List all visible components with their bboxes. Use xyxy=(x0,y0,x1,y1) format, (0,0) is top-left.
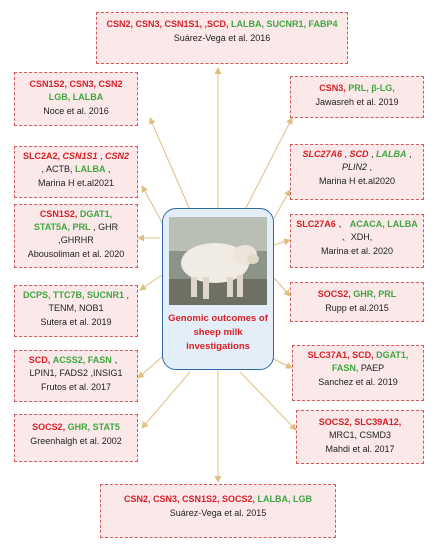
gene-label: SOCS2, xyxy=(317,289,354,299)
sheep-photo xyxy=(169,217,267,305)
gene-label: ACACA, LALBA xyxy=(349,219,418,229)
arrow-to-sutera xyxy=(140,275,162,290)
study-citation: Rupp et al.2015 xyxy=(325,303,389,313)
gene-label: SLC37A1, SCD, xyxy=(307,350,377,360)
study-box-abousoliman xyxy=(14,204,138,268)
gene-label: SCD, xyxy=(28,355,53,365)
gene-label: , xyxy=(100,151,103,161)
gene-list xyxy=(18,208,134,247)
study-box-frutos xyxy=(14,350,138,402)
arrow-to-greenhalgh xyxy=(142,372,190,428)
gene-label: SLC2A2, xyxy=(22,151,63,161)
gene-label: , xyxy=(409,149,412,159)
gene-list xyxy=(18,421,134,434)
gene-label: PAEP xyxy=(360,363,385,373)
gene-list xyxy=(294,148,420,174)
gene-label: , xyxy=(344,149,350,159)
gene-label: , xyxy=(371,149,377,159)
study-citation: Sanchez et al. 2019 xyxy=(318,377,398,387)
study-box-marina-2020a xyxy=(290,144,424,200)
gene-label: PRL, β-LG, xyxy=(348,83,395,93)
gene-label: 、XDH, xyxy=(341,232,373,242)
study-citation: Greenhalgh et al. 2002 xyxy=(30,436,122,446)
gene-label: SOCS2, SLC39A12, xyxy=(318,417,402,427)
study-box-mahdi xyxy=(296,410,424,464)
study-box-jawasreh xyxy=(290,76,424,118)
study-citation: Suárez-Vega et al. 2015 xyxy=(169,508,267,518)
central-node xyxy=(162,208,274,370)
central-title: Genomic outcomes of sheep milk investigations xyxy=(168,313,268,352)
study-citation: Mahdi et al. 2017 xyxy=(325,444,395,454)
gene-label: PLIN2 xyxy=(341,162,367,172)
gene-list xyxy=(294,82,420,95)
gene-label: FASN, xyxy=(331,363,361,373)
arrow-to-jawasreh xyxy=(245,118,292,210)
gene-label: SOCS2, xyxy=(32,422,68,432)
study-citation: Abousoliman et al. 2020 xyxy=(27,249,125,259)
gene-list xyxy=(100,18,344,31)
gene-list xyxy=(18,289,134,315)
gene-label: LALBA xyxy=(74,164,106,174)
study-box-sutera xyxy=(14,285,138,337)
gene-label: GHR, PRL xyxy=(353,289,397,299)
gene-label: CSN1S1 xyxy=(62,151,98,161)
gene-label: , ACTB, xyxy=(41,164,75,174)
gene-label: DGAT1, xyxy=(79,209,113,219)
gene-label: , xyxy=(369,162,373,172)
gene-label: LALBA, LGB xyxy=(257,494,313,504)
study-citation: Marina H et.al2021 xyxy=(37,178,115,188)
gene-label: SLC27A6 xyxy=(296,219,336,229)
study-box-noce xyxy=(14,72,138,126)
gene-label: CSN1S2, CSN3, CSN2 xyxy=(29,79,123,89)
gene-label: GHR, STAT5 xyxy=(67,422,120,432)
study-citation: Marina et al. 2020 xyxy=(320,246,394,256)
gene-label: SCD xyxy=(349,149,369,159)
study-box-marina-2021 xyxy=(14,146,138,198)
gene-label: CSN2 xyxy=(105,151,130,161)
study-box-marina-2020b xyxy=(290,214,424,268)
arrow-to-mahdi xyxy=(240,372,296,430)
gene-list xyxy=(104,493,332,506)
arrow-to-marina-2020b xyxy=(274,240,290,245)
gene-label: CSN2, CSN3, CSN1S1, xyxy=(106,19,205,29)
gene-list xyxy=(300,416,420,442)
gene-list xyxy=(18,354,134,380)
gene-label: CSN2, CSN3, CSN1S2, SOCS2, xyxy=(123,494,258,504)
gene-label: LGB, LALBA xyxy=(48,92,104,102)
gene-label: 、 xyxy=(338,219,348,229)
gene-label: SLC27A6 xyxy=(302,149,342,159)
gene-label: , xyxy=(126,290,130,300)
arrow-to-rupp xyxy=(274,278,290,296)
gene-label: DCPS, TTC7B, SUCNR1 xyxy=(22,290,124,300)
study-citation: Jawasreh et al. 2019 xyxy=(315,97,399,107)
gene-list xyxy=(294,288,420,301)
gene-label: CSN3, xyxy=(319,83,349,93)
gene-label: LALBA, SUCNR1, FABP4 xyxy=(231,19,338,29)
study-box-greenhalgh xyxy=(14,414,138,462)
study-citation: Marina H et.al2020 xyxy=(318,176,396,186)
gene-list xyxy=(18,150,134,176)
gene-label: , GHR xyxy=(93,222,119,232)
gene-label: , xyxy=(108,164,111,174)
gene-label: DGAT1, xyxy=(376,350,409,360)
arrow-to-noce xyxy=(150,118,190,210)
gene-label: CSN1S2, xyxy=(39,209,80,219)
gene-label: LALBA xyxy=(376,149,407,159)
study-citation: Frutos et al. 2017 xyxy=(40,382,112,392)
study-citation: Suárez-Vega et al. 2016 xyxy=(173,33,271,43)
study-box-bottom xyxy=(100,484,336,538)
gene-list xyxy=(18,78,134,104)
study-citation: Sutera et al. 2019 xyxy=(40,317,112,327)
gene-label: TENM, NOB1 xyxy=(48,303,104,313)
study-citation: Noce et al. 2016 xyxy=(43,106,109,116)
study-box-sanchez xyxy=(292,345,424,401)
study-box-top xyxy=(96,12,348,64)
gene-label: MRC1, CSMD3 xyxy=(328,430,391,440)
gene-list xyxy=(294,218,420,244)
gene-label: LPIN1, FADS2 ,INSIG1 xyxy=(29,368,123,378)
gene-label: 、 xyxy=(114,355,124,365)
study-box-rupp xyxy=(290,282,424,322)
gene-list xyxy=(296,349,420,375)
gene-label: ,GHRHR xyxy=(58,235,94,245)
gene-label: STAT5A, PRL xyxy=(33,222,91,232)
gene-label: ,SCD, xyxy=(204,19,232,29)
gene-label: ACSS2, FASN xyxy=(52,355,112,365)
